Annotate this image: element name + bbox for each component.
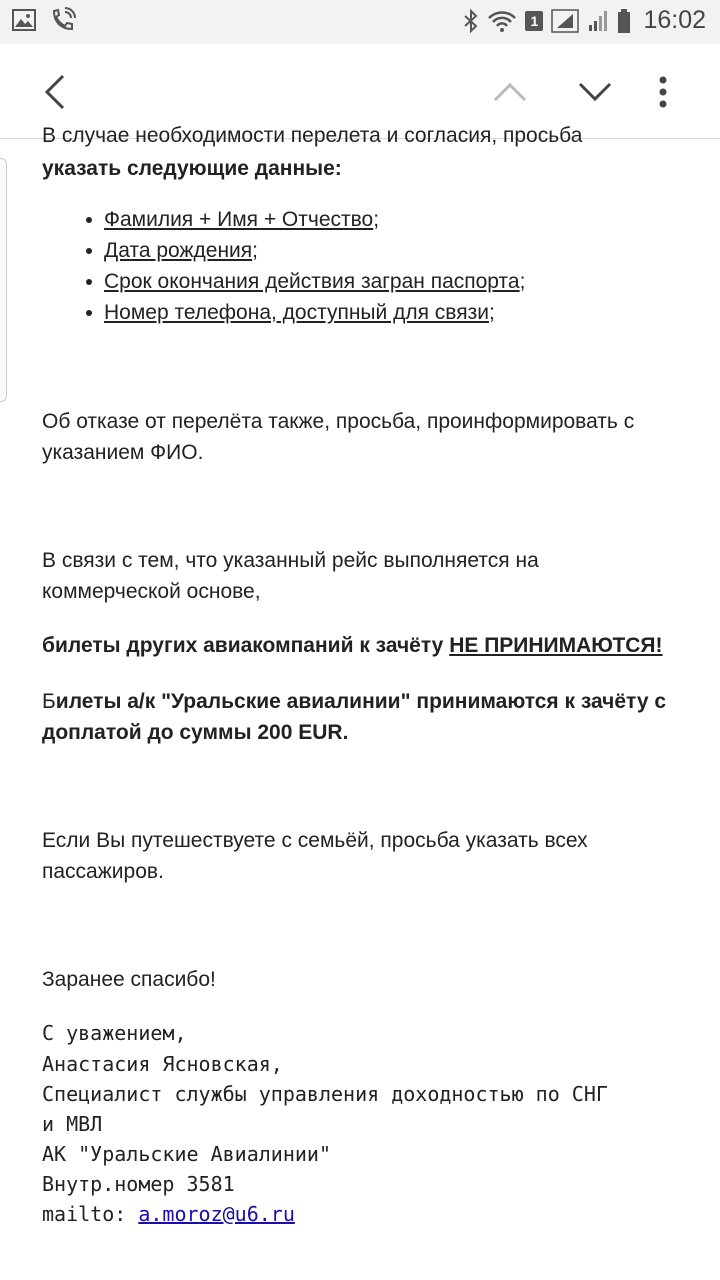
- list-item: Дата рождения;: [104, 235, 525, 266]
- back-icon: [43, 74, 67, 110]
- more-options-button[interactable]: [635, 64, 691, 120]
- email-body[interactable]: [0, 124, 720, 1280]
- status-bar: [0, 0, 720, 44]
- status-left-icons: [12, 8, 76, 32]
- list-item: Срок окончания действия загран паспорта;: [104, 266, 525, 297]
- email-link[interactable]: a.moroz@u6.ru: [138, 1202, 295, 1226]
- list-item: Номер телефона, доступный для связи;: [104, 297, 525, 328]
- sim-badge: 1: [525, 11, 543, 31]
- chevron-down-icon: [578, 82, 612, 102]
- list-item-text: Фамилия + Имя + Отчество: [104, 208, 374, 231]
- status-time: 16:02: [643, 6, 706, 34]
- back-button[interactable]: [27, 64, 83, 120]
- list-item-text: Номер телефона, доступный для связи: [104, 301, 489, 324]
- battery-icon: [617, 9, 631, 33]
- signature-ext: Внутр.номер 3581: [42, 1172, 235, 1196]
- refusal-paragraph: Об отказе от перелёта также, просьба, проинформировать с указанием ФИО.: [42, 410, 635, 464]
- sim1-signal-icon: [551, 9, 579, 33]
- signature-regards: С уважением,: [42, 1021, 187, 1045]
- list-item: Фамилия + Имя + Отчество;: [104, 204, 525, 235]
- sim2-signal-icon: [587, 9, 609, 33]
- thanks-text: Заранее спасибо!: [42, 968, 216, 991]
- wifi-icon: [487, 9, 517, 33]
- previous-message-button[interactable]: [482, 64, 538, 120]
- list-item-text: Срок окончания действия загран паспорта: [104, 270, 520, 293]
- clipped-text-line: В случае необходимости перелета и согласия, просьба: [42, 124, 583, 147]
- ural-tickets-paragraph: Билеты а/к "Уральские авиалинии" принимаются к зачёту с доплатой до суммы 200 EUR.: [42, 690, 667, 744]
- image-icon: [12, 9, 36, 31]
- scroll-edge: [0, 158, 7, 402]
- signature-mailto: mailto: a.moroz@u6.ru: [42, 1202, 295, 1226]
- status-right-icons: [463, 6, 706, 35]
- chevron-up-icon: [493, 82, 527, 102]
- not-accepted-text: НЕ ПРИНИМАЮТСЯ!: [449, 634, 663, 657]
- other-tickets-paragraph: билеты других авиакомпаний к зачёту НЕ ПРИНИМАЮТСЯ!: [42, 634, 663, 657]
- commercial-paragraph: В связи с тем, что указанный рейс выполняется на коммерческой основе,: [42, 549, 539, 603]
- intro-bold: указать следующие данные:: [42, 157, 342, 180]
- bluetooth-icon: [463, 9, 479, 33]
- signature-position-line2: и МВЛ: [42, 1112, 103, 1136]
- more-vert-icon: [659, 76, 667, 108]
- signature-name: Анастасия Ясновская,: [42, 1052, 283, 1076]
- required-data-list: [42, 204, 525, 328]
- next-message-button[interactable]: [567, 64, 623, 120]
- signature-position-line1: Специалист службы управления доходностью по СНГ: [42, 1082, 608, 1106]
- list-item-text: Дата рождения: [104, 239, 253, 262]
- family-paragraph: Если Вы путешествуете с семьёй, просьба указать всех пассажиров.: [42, 829, 588, 883]
- signature-company: АК "Уральские Авиалинии": [42, 1142, 331, 1166]
- wifi-call-icon: [50, 8, 76, 32]
